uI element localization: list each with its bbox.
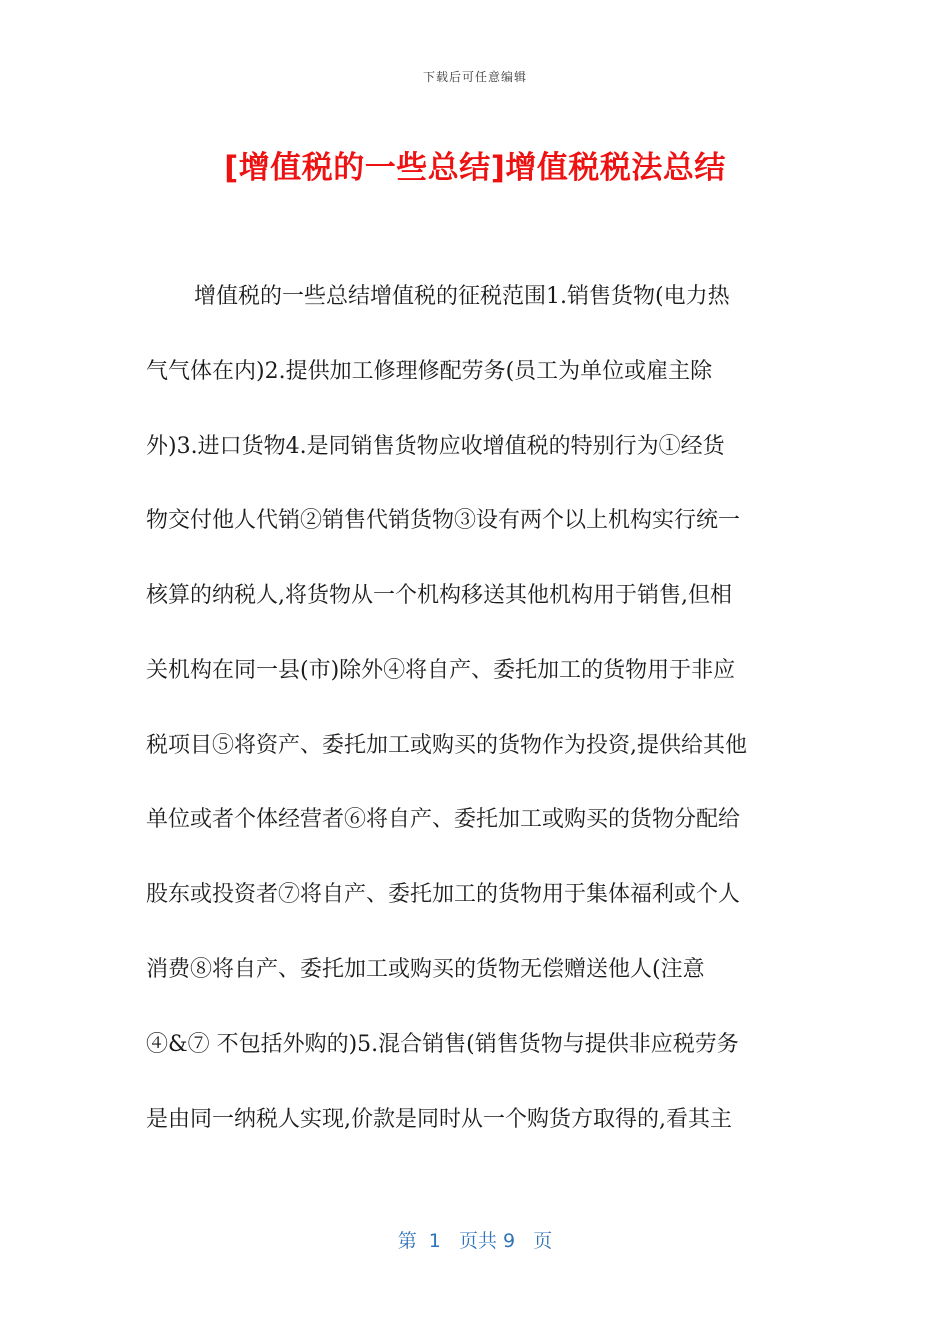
body-line: 是由同一纳税人实现,价款是同时从一个购货方取得的,看其主 [146, 1106, 732, 1132]
body-paragraph [146, 278, 810, 1175]
page-number-footer: 第 1 页共 9 页 [397, 1230, 553, 1252]
body-line: 气气体在内)2.提供加工修理修配劳务(员工为单位或雇主除 [146, 358, 713, 384]
page-header-note: 下载后可任意编辑 [422, 70, 527, 84]
body-line: 物交付他人代销②销售代销货物③设有两个以上机构实行统一 [146, 508, 741, 534]
body-line: 单位或者个体经营者⑥将自产、委托加工或购买的货物分配给 [146, 807, 741, 833]
body-line: 消费⑧将自产、委托加工或购买的货物无偿赠送他人(注意 [146, 957, 705, 983]
body-line: 核算的纳税人,将货物从一个机构移送其他机构用于销售,但相 [146, 583, 732, 609]
body-line: 增值税的一些总结增值税的征税范围1.销售货物(电力热 [194, 284, 730, 309]
body-line: ④&⑦ 不包括外购的)5.混合销售(销售货物与提供非应税劳务 [146, 1031, 739, 1057]
body-line: 关机构在同一县(市)除外④将自产、委托加工的货物用于非应 [146, 657, 736, 683]
body-line: 外)3.进口货物4.是同销售货物应收增值税的特别行为①经货 [146, 433, 725, 459]
body-line: 税项目⑤将资产、委托加工或购买的货物作为投资,提供给其他 [146, 732, 747, 758]
document-title: [增值税的一些总结]增值税税法总结 [224, 150, 726, 186]
body-line: 股东或投资者⑦将自产、委托加工的货物用于集体福利或个人 [146, 882, 741, 908]
